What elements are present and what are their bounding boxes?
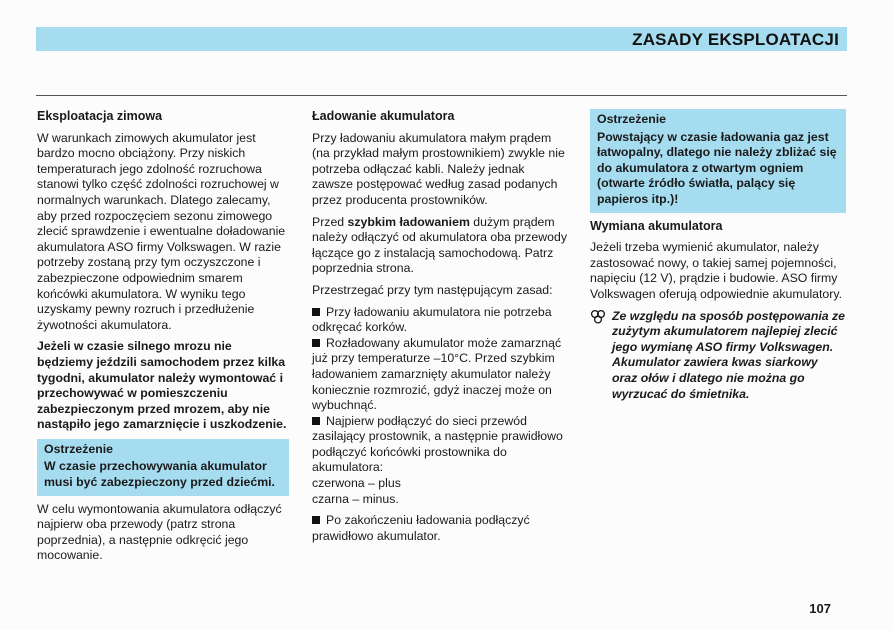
charging-paragraph-2-start: Przed: [312, 214, 348, 229]
bullet-item: [312, 513, 568, 544]
bullet-square-icon: [312, 516, 320, 524]
charging-paragraph-2-end: dużym prądem należy odłączyć od akumulatora oba przewody łączące go z instalacją samochodową. Patrz poprzednia strona.: [312, 214, 567, 276]
bullet-text-1: Przy ładowaniu akumulatora nie potrzeba odkręcać korków.: [312, 304, 552, 335]
warning-box-children: [37, 439, 289, 496]
section-heading-charging: Ładowanie akumulatora: [312, 109, 455, 123]
environment-note: [590, 309, 846, 403]
warning-text: Powstający w czasie ładowania gaz jest łatwopalny, dlatego nie należy zbliżać się do akumulatora z otwartym ogniem (otwarte źródło światła, palący się papieros itp.)!: [597, 129, 837, 206]
warning-box-gas: [590, 109, 846, 213]
column-winter-use: [37, 109, 289, 570]
warning-text: W czasie przechowywania akumulator musi być zabezpieczony przed dziećmi.: [44, 459, 275, 490]
winter-paragraph-1: W warunkach zimowych akumulator jest bardzo mocno obciążony. Przy niskich temperaturach jego zdolność rozruchowa stanowi tylko część zdolności rozruchowej w normalnych warunkach. Dlatego zalecamy, aby przed rozpoczęciem sezonu zimowego zlecić sprawdzenie i ewentualne doładowanie akumulatora ASO firmy Volkswagen. W razie potrzeby zostaną przy tym oczyszczone i zabezpieczone odpowiednim smarem końcówki akumulatora. W wyniku tego uzyskamy pewny rozruch i przedłużenie żywotności akumulatora.: [37, 130, 286, 332]
replacement-paragraph-1: Jeżeli trzeba wymienić akumulator, należy zastosować nowy, o takiej samej pojemności, napięciu (12 V), prądzie i budowie. ASO firmy Volkswagen oferują odpowiednie akumulatory.: [590, 240, 843, 301]
warning-title: Ostrzeżenie: [44, 441, 114, 456]
section-heading-winter: Eksploatacja zimowa: [37, 109, 163, 123]
charging-paragraph-3: Przestrzegać przy tym następującym zasad:: [312, 282, 553, 297]
environment-text: Ze względu na sposób postępowania ze zużytym akumulatorem najlepiej zlecić jego wymianę ASO firmy Volkswagen. Akumulator zawiera kwas siarkowy oraz ołów i dlatego nie można go wyrzucać do śmietnika.: [612, 308, 845, 401]
bullet-square-icon: [312, 308, 320, 316]
bullet-square-icon: [312, 339, 320, 347]
bullet-text-4: Po zakończeniu ładowania podłączyć prawidłowo akumulator.: [312, 513, 530, 543]
section-heading-replacement: Wymiana akumulatora: [590, 218, 723, 233]
fast-charging-emphasis: szybkim ładowaniem: [347, 214, 470, 229]
polarity-black-line: czarna – minus.: [312, 491, 399, 506]
bullet-text-3: Najpierw podłączyć do sieci przewód zasilający prostownik, a następnie prawidłowo podłączyć końcówki prostownika do akumulatora:: [312, 413, 563, 475]
bullet-item: [312, 305, 568, 336]
bullet-square-icon: [312, 417, 320, 425]
winter-paragraph-3: W celu wymontowania akumulatora odłączyć najpierw oba przewody (patrz strona poprzednia), a następnie odkręcić jego mocowanie.: [37, 501, 282, 563]
column-charging: [312, 109, 568, 544]
charging-paragraph-1: Przy ładowaniu akumulatora małym prądem (na przykład małym prostownikiem) zwykle nie potrzeba odłączać kabli. Należy jednak zawsze postępować według zasad podanych przez producenta prostowników.: [312, 130, 565, 207]
polarity-red-line: czerwona – plus: [312, 476, 401, 491]
page-title: ZASADY EKSPLOATACJI: [632, 30, 839, 49]
column-replacement: [590, 109, 846, 402]
warning-title: Ostrzeżenie: [597, 112, 667, 126]
bullet-item: [312, 414, 568, 476]
winter-paragraph-2: Jeżeli w czasie silnego mrozu nie będziemy jeździli samochodem przez kilka tygodni, akumulator należy wymontować i przechowywać w pomieszczeniu zabezpieczonym przed mrozem, aby nie nastąpiło jego zamarznięcie i uszkodzenie.: [37, 339, 287, 432]
bullet-item: [312, 336, 568, 414]
charging-paragraph-2: [312, 215, 568, 277]
environment-icon: [590, 309, 606, 325]
bullet-text-2: Rozładowany akumulator może zamarznąć już przy temperaturze –10°C. Przed szybkim ładowaniem zamarznięty akumulator należy koniecznie rozmrozić, gdyż inaczej może on wybuchnąć.: [312, 335, 562, 413]
page-number: 107: [809, 601, 831, 616]
header-divider: [36, 95, 847, 96]
